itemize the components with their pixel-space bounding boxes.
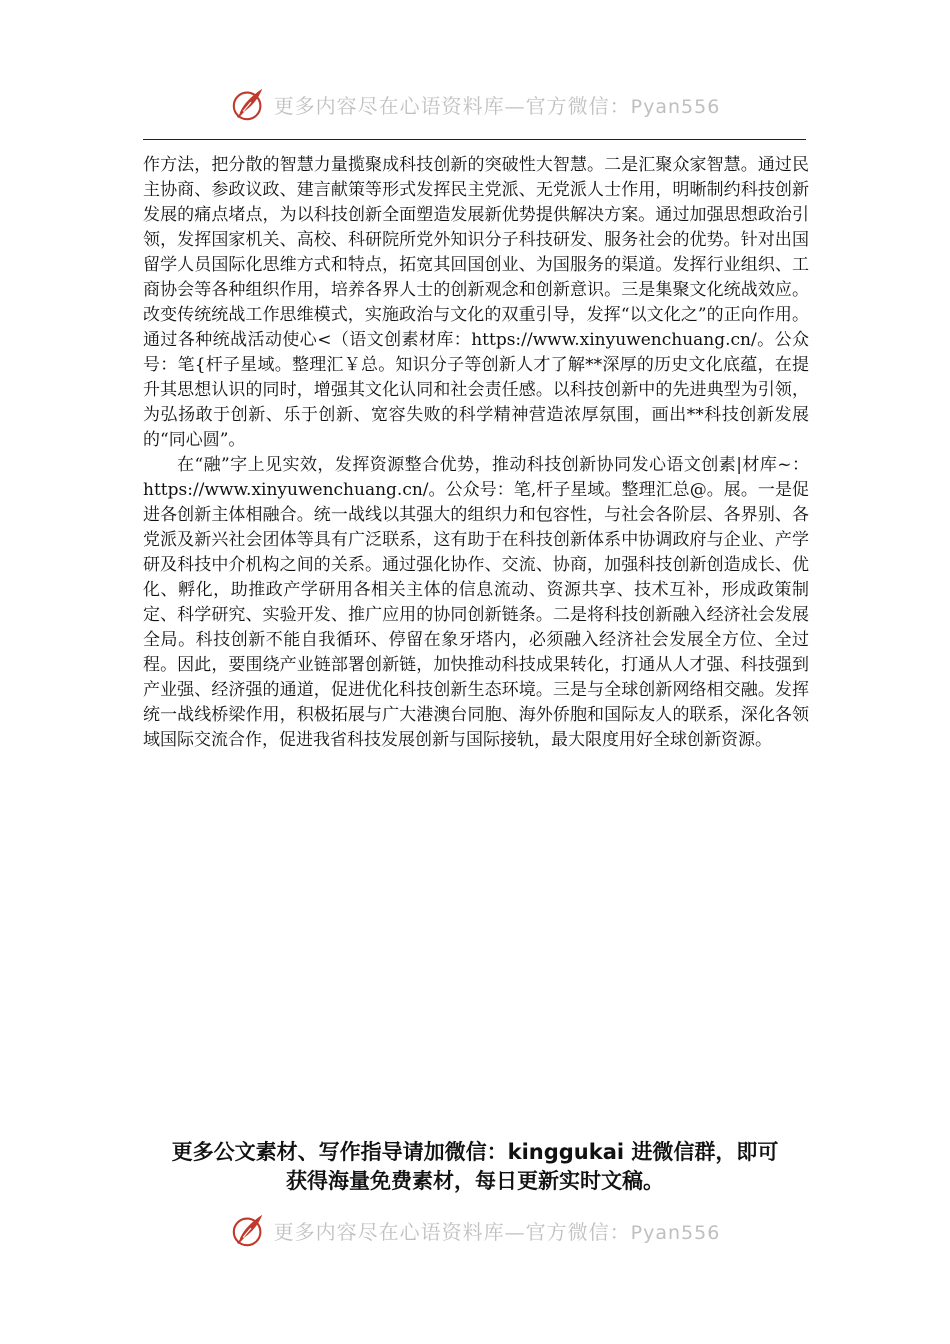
document-body bbox=[143, 153, 809, 753]
footer-banner bbox=[0, 1208, 950, 1252]
quill-pen-logo-icon bbox=[230, 1211, 268, 1249]
paragraph-1: 作方法，把分散的智慧力量揽聚成科技创新的突破性大智慧。二是汇聚众家智慧。通过民主协商、参政议政、建言献策等形式发挥民主党派、无党派人士作用，明晰制约科技创新发展的痛点堵点，为以科技创新全面塑造发展新优势提供解决方案。通过加强思想政治引领，发挥国家机关、高校、科研院所党外知识分子科技研发、服务社会的优势。针对出国留学人员国际化思维方式和特点，拓宽其回国创业、为国服务的渠道。发挥行业组织、工商协会等各种组织作用，培养各界人士的创新观念和创新意识。三是集聚文化统战效应。改变传统统战工作思维模式，实施政治与文化的双重引导，发挥“以文化之”的正向作用。通过各种统战活动使心<（语文创素材库：https://www.xinyuwenchuang.cn/。公众号：笔{杆子星域。整理汇￥总。知识分子等创新人才了解**深厚的历史文化底蕴，在提升其思想认识的同时，增强其文化认同和社会责任感。以科技创新中的先进典型为引领，为弘扬敢于创新、乐于创新、宽容失败的科学精神营造浓厚氛围，画出**科技创新发展的“同心圆”。 bbox=[143, 155, 809, 450]
promo-notice bbox=[110, 1138, 840, 1196]
header-banner-label: 更多内容尽在心语资料库—官方微信： bbox=[273, 93, 631, 118]
header-divider bbox=[143, 139, 806, 140]
header-banner bbox=[0, 82, 950, 126]
promo-line-1: 更多公文素材、写作指导请加微信：kinggukai 进微信群，即可 bbox=[171, 1140, 779, 1164]
footer-banner-label: 更多内容尽在心语资料库—官方微信： bbox=[273, 1219, 631, 1244]
header-banner-text bbox=[274, 90, 721, 119]
footer-wechat-id: Pyan556 bbox=[630, 1221, 721, 1244]
quill-pen-logo-icon bbox=[230, 85, 268, 123]
header-wechat-id: Pyan556 bbox=[630, 95, 721, 118]
promo-line-2: 获得海量免费素材，每日更新实时文稿。 bbox=[286, 1169, 664, 1193]
paragraph-2: 在“融”字上见实效，发挥资源整合优势，推动科技创新协同发心语文创素|材库~：https://www.xinyuwenchuang.cn/。公众号：笔,杆子星域。整理汇总@。展。一是促进各创新主体相融合。统一战线以其强大的组织力和包容性，与社会各阶层、各界别、各党派及新兴社会团体等具有广泛联系，这有助于在科技创新体系中协调政府与企业、产学研及科技中介机构之间的关系。通过强化协作、交流、协商，加强科技创新创造成长、优化、孵化，助推政产学研用各相关主体的信息流动、资源共享、技术互补，形成政策制定、科学研究、实验开发、推广应用的协同创新链条。二是将科技创新融入经济社会发展全局。科技创新不能自我循环、停留在象牙塔内，必须融入经济社会发展全方位、全过程。因此，要围绕产业链部署创新链，加快推动科技成果转化，打通从人才强、科技强到产业强、经济强的通道，促进优化科技创新生态环境。三是与全球创新网络相交融。发挥统一战线桥梁作用，积极拓展与广大港澳台同胞、海外侨胞和国际友人的联系，深化各领域国际交流合作，促进我省科技发展创新与国际接轨，最大限度用好全球创新资源。 bbox=[143, 455, 809, 750]
footer-banner-text bbox=[274, 1216, 721, 1245]
